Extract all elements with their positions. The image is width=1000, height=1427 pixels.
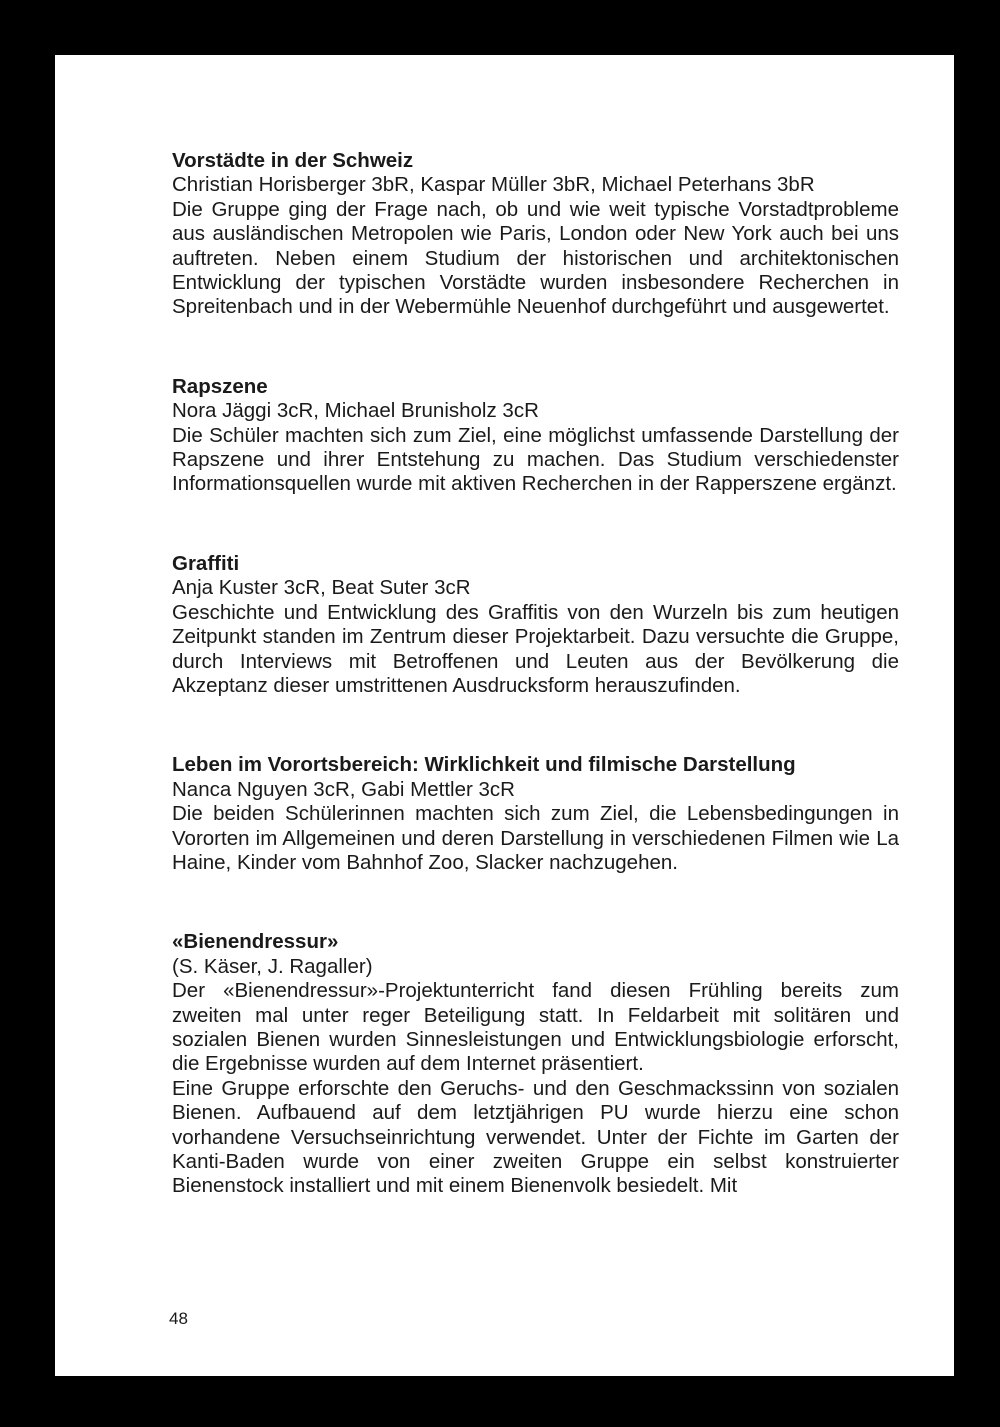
section-body: Die Schüler machten sich zum Ziel, eine möglichst umfassende Darstellung der Rapszene und ihrer Entstehung zu machen. Das Studium verschiedenster Informationsquellen wurde mit aktiven Recherchen in der Rapperszene ergänzt.	[172, 423, 899, 496]
section-body: Eine Gruppe erforschte den Geruchs- und den Geschmackssinn von sozialen Bienen. Aufbauend auf dem letztjährigen PU wurde hierzu eine schon vorhandene Versuchseinrichtung verwendet. Unter der Fichte im Garten der Kanti-Baden wurde von einer zweiten Gruppe ein selbst konstruierter Bienenstock installiert und mit einem Bienenvolk besiedelt. Mit	[172, 1076, 899, 1198]
section-title: Rapszene	[172, 374, 268, 398]
section-title: «Bienendressur»	[172, 930, 339, 954]
section-authors: Anja Kuster 3cR, Beat Suter 3cR	[172, 576, 471, 600]
section-bienendressur	[172, 930, 899, 1198]
document-page	[55, 55, 954, 1376]
section-title: Leben im Vorortsbereich: Wirklichkeit und filmische Darstellung	[172, 753, 796, 777]
section-vorstaedte	[172, 149, 899, 320]
section-body: Der «Bienendressur»-Projektunterricht fand diesen Frühling bereits zum zweiten mal unter reger Beteiligung statt. In Feldarbeit mit solitären und sozialen Bienen wurden Sinnesleistungen und Entwicklungsbiologie erforscht, die Ergebnisse wurden auf dem Internet präsentiert.	[172, 979, 899, 1076]
section-title: Vorstädte in der Schweiz	[172, 149, 414, 172]
section-vorortsbereich	[172, 753, 899, 875]
section-body: Geschichte und Entwicklung des Graffitis von den Wurzeln bis zum heutigen Zeitpunkt standen im Zentrum dieser Projektarbeit. Dazu versuchte die Gruppe, durch Interviews mit Betroffenen und Leuten aus der Bevölkerung die Akzeptanz dieser umstrittenen Ausdrucksform herauszufinden.	[172, 600, 899, 697]
page-content	[172, 149, 899, 1254]
page-number: 48	[169, 1309, 188, 1328]
section-authors: Nora Jäggi 3cR, Michael Brunisholz 3cR	[172, 399, 539, 423]
section-authors: Nanca Nguyen 3cR, Gabi Mettler 3cR	[172, 777, 515, 801]
section-body: Die beiden Schülerinnen machten sich zum Ziel, die Lebensbedingungen in Vororten im Allgemeinen und deren Darstellung in verschiedenen Filmen wie La Haine, Kinder vom Bahnhof Zoo, Slacker nachzugehen.	[172, 802, 899, 874]
section-body: Die Gruppe ging der Frage nach, ob und wie weit typische Vorstadtprobleme aus ausländischen Metropolen wie Paris, London oder New York auch bei uns auftreten. Neben einem Studium der historischen und architektonischen Entwicklung der typischen Vorstädte wurden insbesondere Recherchen in Spreitenbach und in der Webermühle Neuenhof durchgeführt und ausgewertet.	[172, 197, 899, 319]
section-rapszene	[172, 375, 899, 497]
section-graffiti	[172, 552, 899, 698]
section-title: Graffiti	[172, 551, 240, 575]
section-authors: Christian Horisberger 3bR, Kaspar Müller 3bR, Michael Peterhans 3bR	[172, 173, 815, 197]
section-authors: (S. Käser, J. Ragaller)	[172, 954, 373, 978]
